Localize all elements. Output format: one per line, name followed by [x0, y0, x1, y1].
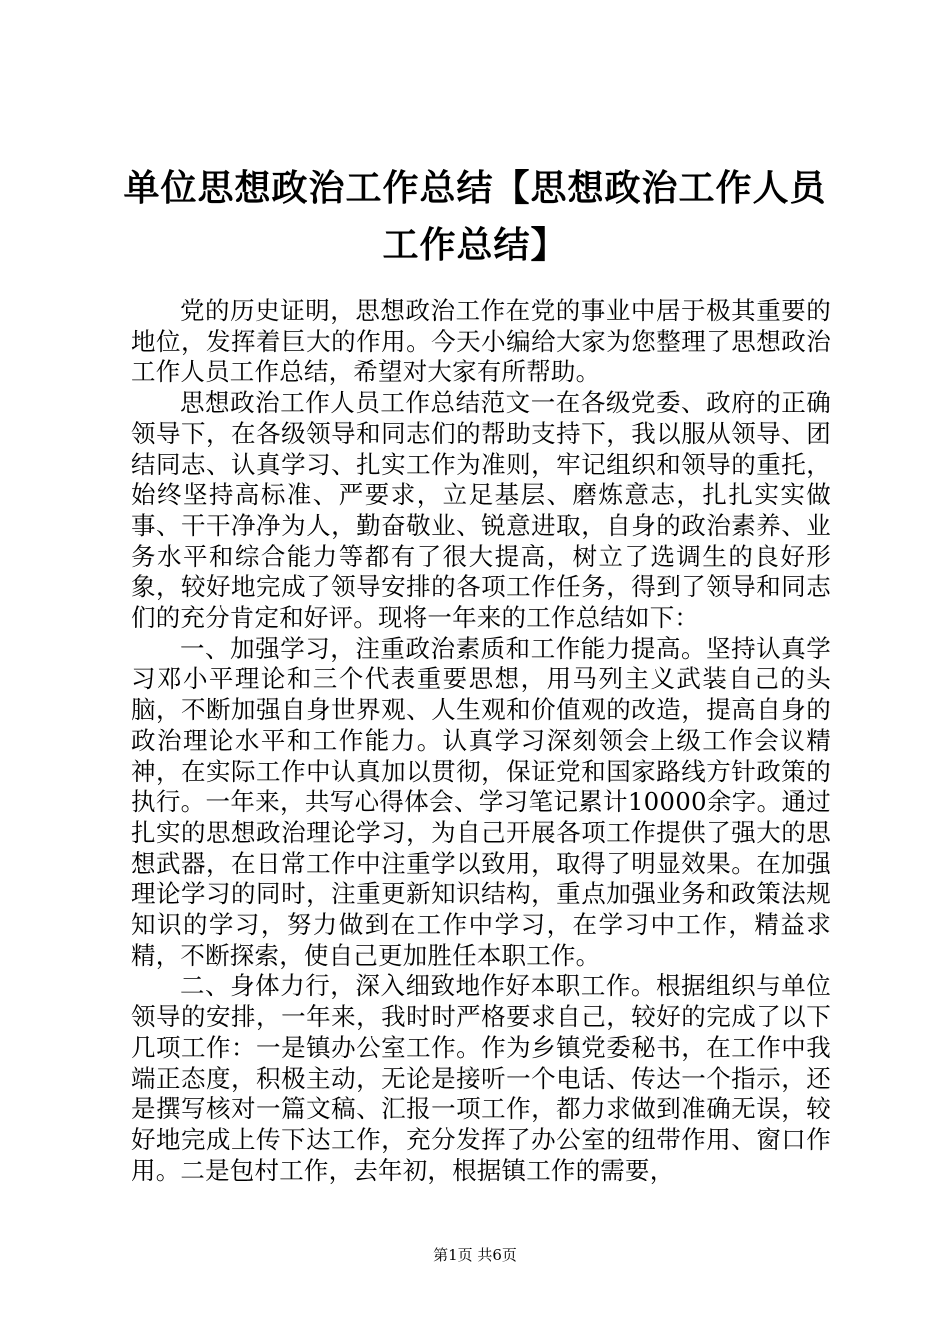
paragraph-section-one: 一、加强学习，注重政治素质和工作能力提高。坚持认真学习邓小平理论和三个代表重要思想，用马列主义武装自己的头脑，不断加强自身世界观、人生观和价值观的改造，提高自身的政治理论水平和工作能力。认真学习深刻领会上级工作会议精神，在实际工作中认真加以贯彻，保证党和国家路线方针政策的执行。一年来，共写心得体会、学习笔记累计10000余字。通过扎实的思想政治理论学习，为自己开展各项工作提供了强大的思想武器，在日常工作中注重学以致用，取得了明显效果。在加强理论学习的同时，注重更新知识结构，重点加强业务和政策法规知识的学习，努力做到在工作中学习，在学习中工作，精益求精，不断探索，使自己更加胜任本职工作。	[131, 633, 831, 970]
paragraph-sample-opening: 思想政治工作人员工作总结范文一在各级党委、政府的正确领导下，在各级领导和同志们的帮助支持下，我以服从领导、团结同志、认真学习、扎实工作为准则，牢记组织和领导的重托，始终坚持高标准、严要求，立足基层、磨炼意志，扎扎实实做事、干干净净为人，勤奋敬业、锐意进取，自身的政治素养、业务水平和综合能力等都有了很大提高，树立了选调生的良好形象，较好地完成了领导安排的各项工作任务，得到了领导和同志们的充分肯定和好评。现将一年来的工作总结如下：	[131, 388, 831, 633]
document-body	[131, 296, 831, 1186]
paragraph-intro: 党的历史证明，思想政治工作在党的事业中居于极其重要的地位，发挥着巨大的作用。今天小编给大家为您整理了思想政治工作人员工作总结，希望对大家有所帮助。	[131, 296, 831, 387]
paragraph-section-two: 二、身体力行，深入细致地作好本职工作。根据组织与单位领导的安排，一年来，我时时严格要求自己，较好的完成了以下几项工作：一是镇办公室工作。作为乡镇党委秘书，在工作中我端正态度，积极主动，无论是接听一个电话、传达一个指示，还是撰写核对一篇文稿、汇报一项工作，都力求做到准确无误，较好地完成上传下达工作，充分发挥了办公室的纽带作用、窗口作用。二是包村工作，去年初，根据镇工作的需要，	[131, 971, 831, 1185]
page-number-footer: 第1页 共6页	[433, 1246, 517, 1264]
document-title: 单位思想政治工作总结【思想政治工作人员工作总结】	[123, 168, 827, 266]
